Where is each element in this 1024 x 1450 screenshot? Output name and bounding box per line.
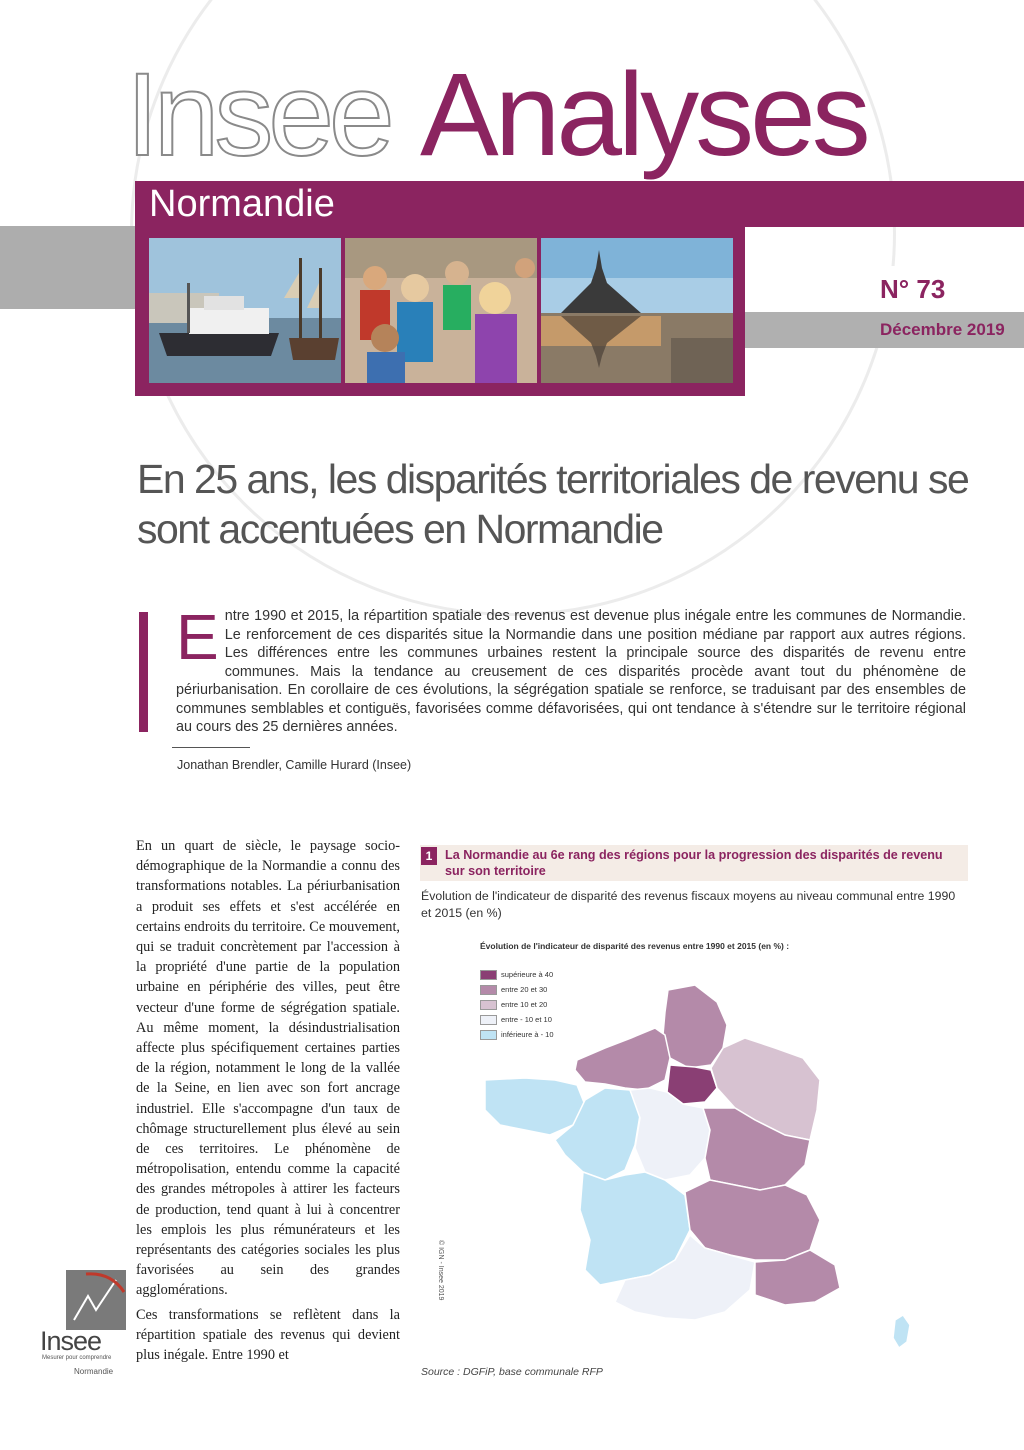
legend-label: inférieure à - 10 xyxy=(501,1030,554,1039)
abstract-accent-bar xyxy=(139,612,148,732)
map-copyright: © IGN - Insee 2019 xyxy=(437,1240,444,1301)
insee-logo xyxy=(34,1266,129,1378)
legend-swatch xyxy=(480,1030,497,1040)
legend-swatch xyxy=(480,970,497,980)
legend-label: entre 10 et 20 xyxy=(501,1000,548,1009)
authors: Jonathan Brendler, Camille Hurard (Insee) xyxy=(177,758,412,772)
legend-label: supérieure à 40 xyxy=(501,970,554,979)
authors-rule xyxy=(172,747,250,748)
logo-region: Normandie xyxy=(74,1367,114,1376)
body-paragraph-2: Ces transformations se reflètent dans la répartition spatiale des revenus qui devient plus inégale. Entre 1990 et xyxy=(136,1306,400,1364)
photo-mont-saint-michel xyxy=(541,238,733,383)
body-column xyxy=(136,836,400,1365)
photo-crowd xyxy=(345,238,537,383)
legend-item xyxy=(480,984,547,995)
legend-item xyxy=(480,1014,552,1025)
issue-number: N° 73 xyxy=(880,274,946,304)
brand-analyses: Analyses xyxy=(420,49,867,181)
figure-number: 1 xyxy=(421,847,437,865)
map-region-normandie xyxy=(575,1028,670,1090)
abstract-text: ntre 1990 et 2015, la répartition spatiale des revenus est devenue plus inégale entre les communes de Normandie. Le renforcement de ces disparités situe la Normandie dans une position médiane par rapport aux autres régions. Les différences entre les communes urbaines restent la principale source des disparités de revenu entre communes. Mais la tendance au creusement de ces disparités procède avant tout du phénomène de périurbanisation. En corollaire de ces évolutions, la ségrégation spatiale se renforce, se traduisant par des ensembles de communes semblables et contiguës, favorisées comme défavorisées, qui ont tendance à s'étendre sur le territoire régional au cours des 25 dernières années. xyxy=(176,608,966,735)
map-region-hauts-de-france xyxy=(663,985,727,1068)
legend-label: entre - 10 et 10 xyxy=(501,1015,552,1024)
abstract xyxy=(176,601,966,737)
legend-swatch xyxy=(480,1000,497,1010)
legend-item xyxy=(480,969,553,980)
map-legend-title: Évolution de l'indicateur de disparité des revenus entre 1990 et 2015 (en %) : xyxy=(480,941,790,951)
logo-mark-icon xyxy=(66,1270,126,1330)
legend-item xyxy=(480,1029,554,1040)
region-title: Normandie xyxy=(149,183,335,225)
logo-tagline: Mesurer pour comprendre xyxy=(42,1355,112,1361)
issue-date: Décembre 2019 xyxy=(880,312,1017,348)
figure-subtitle: Évolution de l'indicateur de disparité des revenus fiscaux moyens au niveau communal entre 1990 et 2015 (en %) xyxy=(421,889,956,920)
map-region-bretagne xyxy=(485,1078,585,1135)
photo-ships xyxy=(149,238,341,383)
legend-item xyxy=(480,999,547,1010)
logo-square xyxy=(66,1270,126,1330)
figure-title: La Normandie au 6e rang des régions pour la progression des disparités de revenu sur son territoire xyxy=(445,848,943,878)
legend-swatch xyxy=(480,985,497,995)
page-title: En 25 ans, les disparités territoriales de revenu se sont accentuées en Normandie xyxy=(137,456,969,552)
legend-swatch xyxy=(480,1015,497,1025)
body-paragraph-1: En un quart de siècle, le paysage socio-démographique de la Normandie a connu des transformations notables. La périurbanisation a produit ses effets et s'est accélérée en certains endroits du territoire. Ce mouvement, qui se traduit concrètement par l'accession à la propriété d'une partie de la population urbaine en périphérie des villes, peut être vecteur d'une forme de ségrégation spatiale. Au même moment, la désindustrialisation affecte plus spécifiquement certaines parties de la région, notamment le long de la vallée de la Seine, en lien avec son fort ancrage industriel. Elle s'accompagne d'un taux de chômage structurellement plus élevé au sein de ces territoires. Le phénomène de métropolisation, entendu comme la capacité des grandes métropoles à attirer les facteurs de production, tend quant à lui à concentrer les emplois les plus rémunérateurs et les représentants des catégories sociales les plus favorisées au sein des grandes agglomérations. xyxy=(136,838,400,1299)
logo-wordmark: Insee xyxy=(40,1326,102,1356)
legend-label: entre 20 et 30 xyxy=(501,985,548,994)
map-region-corse xyxy=(893,1315,910,1348)
figure-source: Source : DGFiP, base communale RFP xyxy=(421,1366,603,1378)
brand-insee: Insee xyxy=(126,49,390,181)
abstract-dropcap: E xyxy=(176,601,219,673)
grey-band-left xyxy=(0,226,135,309)
